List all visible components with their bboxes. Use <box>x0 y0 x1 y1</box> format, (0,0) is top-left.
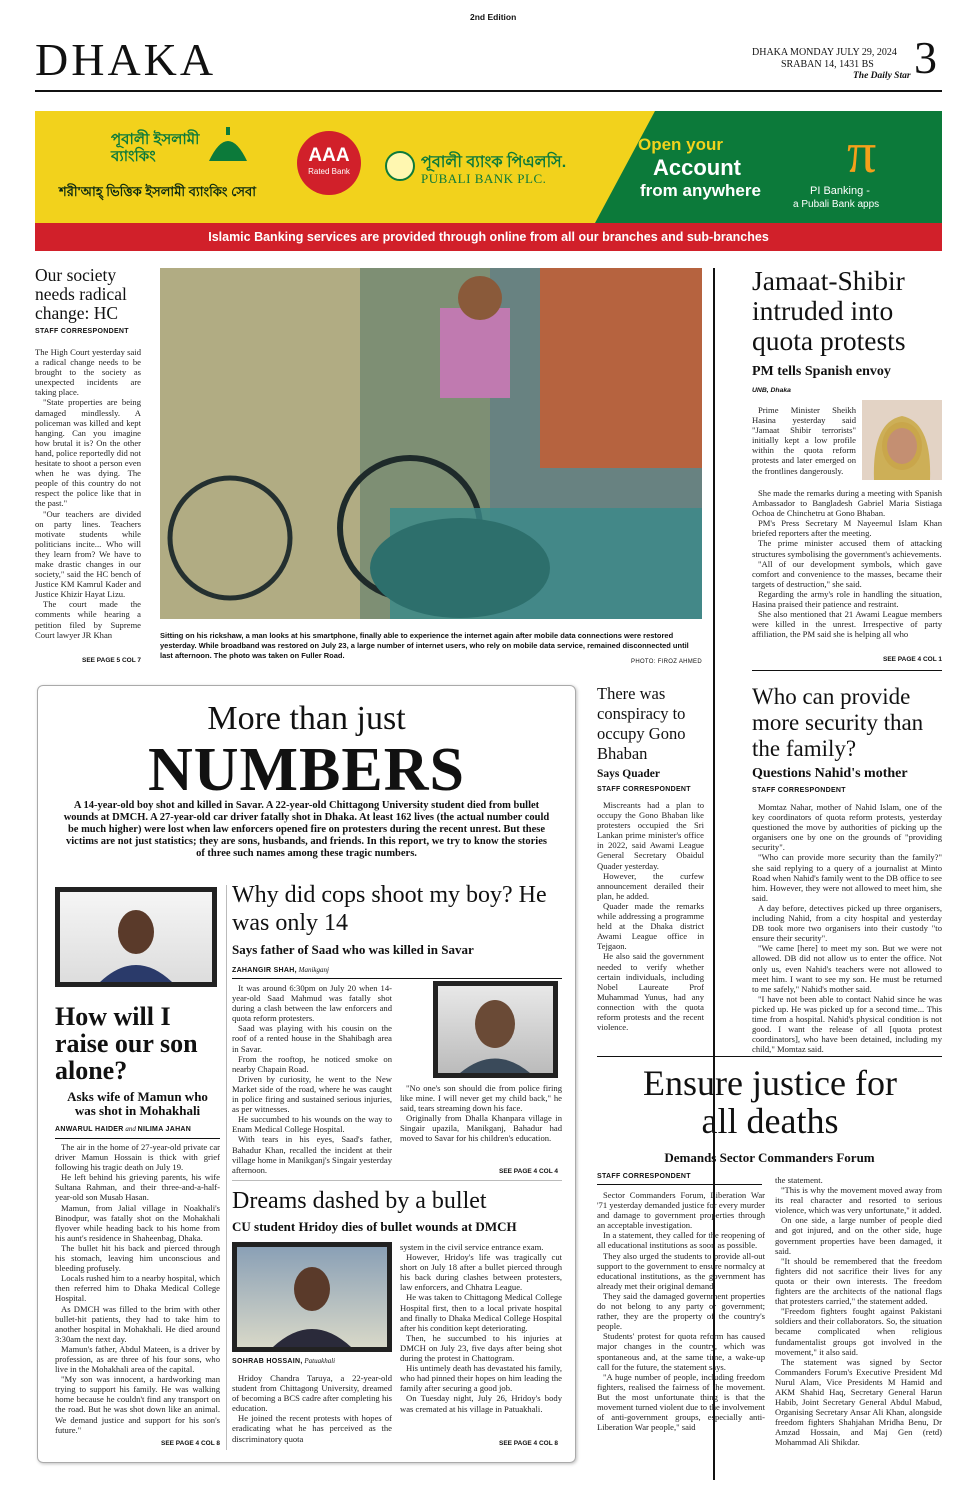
justice-para: the statement. <box>775 1175 823 1185</box>
ad-footer-bar: Islamic Banking services are provided through online from all our branches and sub-branches <box>35 223 942 251</box>
saad-para: From the rooftop, he noticed smoke on nearby Chapain Road. <box>232 1053 392 1074</box>
quader-para: However, the curfew announcement derailed their plan, he added. <box>597 870 704 901</box>
edition-label: 2nd Edition <box>470 12 517 22</box>
hridoy-body-left <box>232 1373 392 1444</box>
saad-para: Driven by curiosity, he went to the New Market side of the road, where he was caught in police firing and sustained serious injuries, as per witnesses. <box>232 1073 392 1115</box>
saad-para: "No one's son should die from police firing like mine. I will never get my child back," he said, tears streaming down his face. <box>400 1083 562 1114</box>
ad-tagline-bn: শরী'আহ্ ভিত্তিক ইসলামী ব্যাংকিং সেবা <box>59 184 257 199</box>
hridoy-byline-name: SOHRAB HOSSAIN, <box>232 1358 303 1365</box>
quader-para: He also said the government needed to verify whether certain individuals, including Nobel Laureate Prof Muhammad Yunus, had any connection with the quota reform protests and the recent violence. <box>597 951 704 1033</box>
hridoy-headline: Dreams dashed by a bullet <box>232 1188 487 1214</box>
aaa-rated: Rated Bank <box>308 167 350 176</box>
justice-body-right <box>775 1175 942 1448</box>
mamun-byline <box>55 1125 191 1133</box>
saad-see-page[interactable]: SEE PAGE 4 COL 4 <box>498 1168 558 1175</box>
mamun-rule <box>55 1138 220 1139</box>
justice-byline: STAFF CORRESPONDENT <box>597 1173 691 1180</box>
mamun-body <box>55 1142 220 1435</box>
mamun-see-page[interactable]: SEE PAGE 4 COL 8 <box>160 1440 220 1447</box>
justice-para: They said the damaged government properties do not belong to any party or government; rather, they are the property of the country's people. <box>597 1290 765 1332</box>
justice-headline: Ensure justice for all deaths <box>643 1063 897 1141</box>
ad-bank-en: PUBALI BANK PLC. <box>421 171 547 186</box>
mosque-icon <box>205 127 251 163</box>
justice-para: Sector Commanders Forum, Liberation War '71 yesterday demanded justice for every murder and damage to government properties through an acceptable investigation. <box>597 1190 765 1231</box>
quader-body <box>597 800 704 1032</box>
quader-byline: STAFF CORRESPONDENT <box>597 786 691 793</box>
nahid-byline: STAFF CORRESPONDENT <box>752 787 846 794</box>
justice-para: They also urged the students to provide all-out support to the government to ensure normalcy at educational institutions, as the government has already met their original demand. <box>597 1250 765 1291</box>
jamaat-see-page[interactable]: SEE PAGE 4 COL 1 <box>882 656 942 663</box>
hridoy-see-page[interactable]: SEE PAGE 4 COL 8 <box>498 1440 558 1447</box>
dateline: DHAKA MONDAY JULY 29, 2024 <box>752 47 897 58</box>
mamun-para: "My son was innocent, a hardworking man trying to support his family. He was walking home because he couldn't find any transport on the road. But he was shot down like an animal. We demand justice and support for his son's future." <box>55 1374 220 1435</box>
saad-body-left <box>232 983 392 1175</box>
mamun-subhead: Asks wife of Mamun who was shot in Mohakhali <box>67 1089 208 1118</box>
hasina-photo <box>862 400 942 480</box>
quader-para: Quader made the remarks while addressing a programme held at the Dhaka district Awami League office in Tejgaon. <box>597 900 704 952</box>
ad-open-2: Account <box>653 155 741 180</box>
quader-headline: There was conspiracy to occupy Gono Bhaban <box>597 684 686 763</box>
justice-para: "This is why the movement moved away from its real character and resorted to serious violence, which was very unfortunate," it added. <box>775 1185 942 1216</box>
mamun-para: The air in the home of 27-year-old private car driver Mamun Hossain is thick with grief following his tragic death on July 19. <box>55 1142 220 1173</box>
saad-subhead: Says father of Saad who was killed in Savar <box>232 942 474 957</box>
nahid-para: "I have not been able to contact Nahid since he was picked up. He was picked up for a second time... This time from a hospital. Nahid's physical condition is not good. I want the release of all [quota protest coordinators], who have been detained, including my child," Momtaz said. <box>752 993 942 1055</box>
justice-rule <box>597 1184 762 1185</box>
numbers-intro: A 14-year-old boy shot and killed in Savar. A 22-year-old Chittagong University student died from bullet wounds at DMCH. A 27-year-old car driver fatally shot in Dhaka. At least 162 lives (the actual number could be much higher) were lost when law enforcers opened fire on protesters during the recent unrest. But these victims are not just statistics; they are sons, husbands, and friends. In this report, we try to know the stories of three such names among these tragic numbers. <box>63 800 550 859</box>
mamun-para: The bullet hit his back and pierced through his stomach, leaving him unconscious and bleeding profusely. <box>55 1242 220 1274</box>
nahid-para: Momtaz Nahar, mother of Nahid Islam, one of the key coordinators of quota reform protests, yesterday questioned the move by authorities of picking up the organisers one by one on the grounds of "providing security". <box>752 802 942 853</box>
photo-credit: PHOTO: FIROZ AHMED <box>631 659 702 665</box>
pi-icon: π <box>847 120 877 185</box>
saad-divider <box>232 1180 562 1181</box>
saad-photo <box>433 981 558 1078</box>
quader-subhead: Says Quader <box>597 768 660 780</box>
saad-para: He succumbed to his wounds on the way to Enam Medical College Hospital. <box>232 1114 392 1135</box>
quader-para: Miscreants had a plan to occupy the Gono Bhaban like protesters occupied the Sri Lankan prime minister's office in 2022, said Awami League General Secretary Obaidul Quader yesterday. <box>597 800 704 871</box>
mamun-photo <box>55 887 217 987</box>
hridoy-body-right <box>400 1242 562 1414</box>
jamaat-para: The prime minister accused them of attacking structures symbolising the government's achievements. <box>752 538 942 559</box>
jamaat-para: "All of our development symbols, which gave comfort and convenience to the masses, became their targets of destruction," she said. <box>752 558 942 589</box>
justice-para: "Freedom fighters fought against Pakistani soldiers and their collaborators. So, the situation became complicated when religious fundamentalist groups got involved in the movement," it also said. <box>775 1306 942 1357</box>
ad-pi-1: PI Banking - <box>810 185 870 197</box>
saad-rule <box>232 978 562 979</box>
numbers-title-big: NUMBERS <box>147 736 466 804</box>
masthead-rule <box>35 90 942 92</box>
ad-open-1: Open your <box>638 135 724 154</box>
jamaat-body <box>752 488 942 639</box>
aaa-rating: AAA <box>308 145 350 166</box>
mamun-byline-b: NILIMA JAHAN <box>137 1126 192 1133</box>
hc-see-page[interactable]: SEE PAGE 5 COL 7 <box>81 657 141 664</box>
hijri-date: SRABAN 14, 1431 BS <box>781 59 874 70</box>
justice-para: In a statement, they called for the reopening of all educational institutions as soon as possible. <box>597 1230 765 1251</box>
hc-byline: STAFF CORRESPONDENT <box>35 328 129 335</box>
mamun-byline-a: ANWARUL HAIDER <box>55 1126 124 1133</box>
nahid-body <box>752 802 942 1054</box>
jamaat-rule <box>752 670 942 671</box>
jamaat-headline: Jamaat-Shibir intruded into quota protests <box>752 265 906 356</box>
hridoy-photo <box>232 1242 392 1352</box>
nahid-rule <box>597 1056 942 1057</box>
jamaat-para: Regarding the army's role in handling the situation, Hasina praised their patience and restraint. <box>752 588 942 610</box>
jamaat-body-top <box>752 405 856 476</box>
ad-open-3: from anywhere <box>640 181 761 200</box>
mamun-byline-and: and <box>125 1125 136 1133</box>
jamaat-para: Prime Minister Sheikh Hasina yesterday said "Jamaat Shibir terrorists" initially kept a low profile within the quota reform protests and later emerged on the frontlines dangerously. <box>752 405 856 476</box>
justice-para: The statement was signed by Sector Commanders Forum's Executive President Md Nurul Alam, Vice Presidents M Hamid and AKM Shahid Haq, Secretary General Harun Habib, Joint Secretary General Abdul Mabud, Organising Secretary Ansar Ali Khan, alongside freedom fighters Shahjahan Mridha Benu, Dr Amzad Hossain, and Maj Gen (retd) Mohammad Ali Shikdar. <box>775 1356 942 1448</box>
nahid-subhead: Questions Nahid's mother <box>752 766 908 781</box>
nahid-headline: Who can provide more security than the family? <box>752 684 924 761</box>
hridoy-para: On Tuesday night, July 26, Hridoy's body was cremated at his village in Patuakhali. <box>400 1393 562 1414</box>
hridoy-para: Hridoy Chandra Taruya, a 22-year-old student from Chittagong University, dreamed of becoming a BCS cadre after completing his education. <box>232 1373 392 1414</box>
mamun-para: He left behind his grieving parents, his wife Sultana Rahman, and their three-and-a-half-year-old son Musab Hasan. <box>55 1172 220 1203</box>
aaa-badge <box>297 131 361 195</box>
ad-green-panel <box>595 111 942 223</box>
hridoy-para: He joined the recent protests with hopes of eradicating what he has perceived as the discriminatory quota <box>232 1413 392 1444</box>
hridoy-byline <box>232 1357 335 1365</box>
section-title: DHAKA <box>35 34 217 85</box>
ad-bank-bn: পূবালী ব্যাংক পিএলসি. <box>421 154 567 171</box>
hridoy-para: He was taken to Chittagong Medical College Hospital first, then to a local private hospital and finally to Dhaka Medical College Hospital after his condition kept deteriorating. <box>400 1292 562 1333</box>
justice-para: On one side, a large number of people died and got injured, and on the other side, huge government properties have been damaged, it said. <box>775 1215 942 1256</box>
saad-para: With tears in his eyes, Saad's father, Bahadur Khan, recalled the incident at their village home in Manikganj's Singair yesterday afternoon. <box>232 1134 392 1175</box>
hc-para: "State properties are being damaged mindlessly. A policeman was killed and kept hanging. Can you imagine how brutal it is? On the other hand, police reportedly did not hesitate to shoot a person even when he was dying. The people of this country do not respect the police like that in the past." <box>35 397 141 509</box>
photo-caption: Sitting on his rickshaw, a man looks at his smartphone, finally able to experience the internet again after mobile data connections were restored yesterday. While broadband was restored on July 23, a large number of internet users, who rely on mobile data service, remained disconnected until last afternoon. The photo was taken on Fuller Road. <box>160 631 689 660</box>
mamun-para: Mamun, from Jalial village in Noakhali's Binodpur, was fatally shot on the Mohakhali flyover while heading back to his home from his aunt's residence in Shaheenbag, Dhaka. <box>55 1202 220 1243</box>
numbers-inner-rule <box>226 885 227 1450</box>
ad-pi-2: a Pubali Bank apps <box>793 199 880 210</box>
jamaat-para: PM's Press Secretary M Nayeemul Islam Khan briefed reporters after the meeting. <box>752 518 942 539</box>
jamaat-byline <box>752 387 791 394</box>
ad-brand-bn: পূবালী ইসলামী ব্যাংকিং <box>111 131 200 165</box>
nahid-para: "Who can provide more security than the family?" she said replying to a query of a journalist at Minto Road when Nahid's family went to the DB office to see him. However, they were not allowed to meet him, she said. <box>752 852 942 903</box>
jamaat-para: She made the remarks during a meeting with Spanish Ambassador to Bangladesh Gabriel Maria Sistiaga Ochoa de Chinchetru at Gono Bhaban. <box>752 488 942 519</box>
hridoy-para: His untimely death has devastated his family, who had pinned their hopes on him leading the family after securing a good job. <box>400 1363 562 1394</box>
mamun-para: Mamun's father, Abdul Mateen, is a driver by profession, as are three of his four sons, who live in the Mohakhali area of the capital. <box>55 1343 220 1375</box>
pubali-ad[interactable] <box>35 111 942 251</box>
saad-byline-name: ZAHANGIR SHAH, <box>232 967 297 974</box>
justice-para: "A huge number of people, including freedom fighters, realised the fairness of the movement. But the most unfortunate thing is that the movement turned violent due to the involvement of anti-government groups, especially anti-Liberation War people," said <box>597 1371 765 1433</box>
hridoy-para: Then, he succumbed to his injuries at DMCH on July 23, five days after being shot during the protest in Chattogram. <box>400 1332 562 1364</box>
nahid-para: A day before, detectives picked up three organisers, including Nahid, from a city hospital and yesterday DB took more two organisers into their custody "to ensure their security". <box>752 902 942 944</box>
numbers-title-small: More than just <box>207 700 406 737</box>
saad-byline-place: Manikganj <box>298 966 329 974</box>
hridoy-para: system in the civil service entrance exam. <box>400 1242 544 1252</box>
saad-byline <box>232 966 329 974</box>
justice-para: "It should be remembered that the freedom fighters did not sacrifice their lives for any quota or their own interests. The freedom fighters are the architects of the national flags that protesters carried," the statement added. <box>775 1255 942 1307</box>
hc-para: "Our teachers are divided on party lines. Teachers motivate students while politicians incite... Who will they learn from? We have to make drastic changes in our society," said the HC bench of Justice KM Kamrul Kader and Justice Khizir Hayat Lizu. <box>35 508 141 600</box>
jamaat-para: She also mentioned that 21 Awami League members were killed in the unrest. Irrespective of party affiliation, the PM said she is helping all who <box>752 609 942 640</box>
jamaat-subhead: PM tells Spanish envoy <box>752 364 891 379</box>
hc-body <box>35 347 141 640</box>
justice-subhead: Demands Sector Commanders Forum <box>664 1150 875 1165</box>
paper-name: The Daily Star <box>853 71 911 81</box>
hc-para: The court made the comments while hearing a petition filed by Supreme Court lawyer JR Khan <box>35 599 141 640</box>
mamun-para: As DMCH was filled to the brim with other bullet-hit patients, they had to take him to another hospital in Mohakhali. He died around 3:30am the next day. <box>55 1303 220 1344</box>
mamun-para: Locals rushed him to a nearby hospital, which then referred him to Dhaka Medical College Hospital. <box>55 1273 220 1304</box>
saad-para: Saad was playing with his cousin on the roof of a rented house in the Shahibagh area in Savar. <box>232 1023 392 1054</box>
hridoy-byline-place: Patuakhali <box>304 1357 336 1365</box>
saad-body-right <box>400 1083 562 1144</box>
nahid-para: "We came [here] to meet my son. But we were not allowed. DB did not allow us to enter the office. Not only us, even Nahid's teachers were not allowed to meet him. I want to see my son. He must be returned to me safely," Nahid's mother said. <box>752 943 942 994</box>
hridoy-subhead: CU student Hridoy dies of bullet wounds at DMCH <box>232 1219 517 1234</box>
rickshaw-photo <box>160 268 702 619</box>
hc-para: The High Court yesterday said a radical change needs to be brought to the society as unexpected incidents are taking place. <box>35 347 141 398</box>
saad-para: It was around 6:30pm on July 20 when 14-year-old Saad Mahmud was fatally shot during a clash between the law enforcers and quota reform protesters. <box>232 983 392 1024</box>
pubali-logo-icon <box>385 151 415 181</box>
page-number: 3 <box>914 32 937 83</box>
hridoy-para: However, Hridoy's life was tragically cut short on July 18 after a bullet pierced through his back during clashes between protesters, law enforcers, and Chhatra League. <box>400 1252 562 1293</box>
justice-para: Students' protest for quota reform has caused major changes in the country, which was spontaneous and, at the same time, a wake-up call for the future, the statement says. <box>597 1331 765 1372</box>
jamaat-byline-text: UNB, Dhaka <box>752 387 791 394</box>
hc-headline: Our society needs radical change: HC <box>35 265 127 323</box>
saad-headline: Why did cops shoot my boy? He was only 14 <box>232 882 547 936</box>
mamun-headline: How will I raise our son alone? <box>55 1002 198 1085</box>
saad-para: Originally from Dhalla Khanpara village in Singair upazila, Manikganj, Bahadur had moved to Savar for his children's education. <box>400 1113 562 1144</box>
justice-body-left <box>597 1190 765 1432</box>
